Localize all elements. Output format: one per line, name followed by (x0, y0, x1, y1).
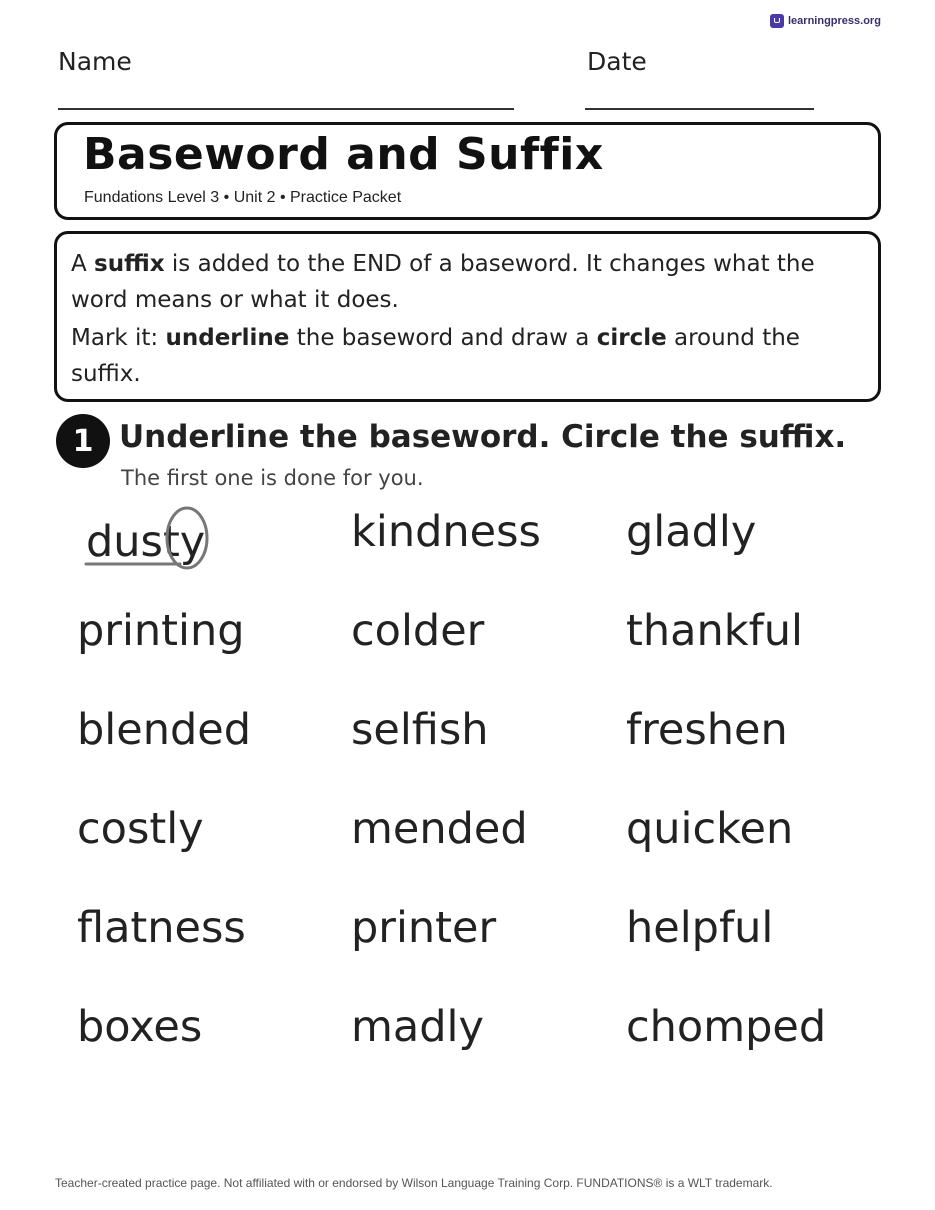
example-markings (80, 500, 220, 580)
word-boxes[interactable]: boxes (77, 1002, 203, 1052)
section-note: The first one is done for you. (121, 466, 424, 490)
suffix-term: suffix (94, 251, 165, 277)
name-label: Name (58, 47, 132, 76)
word-printing[interactable]: printing (77, 606, 245, 656)
word-dusty[interactable]: dusty (86, 517, 206, 567)
name-line (58, 108, 514, 110)
word-thankful[interactable]: thankful (626, 606, 803, 656)
word-kindness[interactable]: kindness (351, 507, 541, 557)
brand-logo (770, 13, 881, 29)
word-printer[interactable]: printer (351, 903, 497, 953)
title-box (54, 122, 881, 220)
section-number-badge: 1 (56, 414, 110, 468)
underline-term: underline (165, 325, 290, 351)
word-colder[interactable]: colder (351, 606, 485, 656)
page-title: Baseword and Suffix (83, 129, 604, 180)
word-mended[interactable]: mended (351, 804, 528, 854)
word-chomped[interactable]: chomped (626, 1002, 827, 1052)
word-quicken[interactable]: quicken (626, 804, 794, 854)
date-label: Date (587, 47, 647, 76)
word-helpful[interactable]: helpful (626, 903, 774, 953)
word-madly[interactable]: madly (351, 1002, 484, 1052)
info-box (54, 231, 881, 402)
footer-disclaimer: Teacher-created practice page. Not affiliated with or endorsed by Wilson Language Training Corp. FUNDATIONS® is a WLT trademark. (55, 1176, 773, 1190)
word-costly[interactable]: costly (77, 804, 204, 854)
notebook-icon (770, 14, 784, 28)
info-line-2: Mark it: underline the baseword and draw a circle around the suffix. (71, 325, 800, 387)
word-freshen[interactable]: freshen (626, 705, 788, 755)
date-line (585, 108, 814, 110)
brand-name: learningpress.org (788, 15, 881, 27)
page-subtitle: Fundations Level 3 • Unit 2 • Practice Packet (84, 189, 402, 206)
suffix-circle (167, 508, 207, 568)
word-flatness[interactable]: flatness (77, 903, 246, 953)
word-selfish[interactable]: selfish (351, 705, 489, 755)
word-blended[interactable]: blended (77, 705, 251, 755)
circle-term: circle (596, 325, 667, 351)
info-line-1: A suffix is added to the END of a baseword. It changes what the word means or what it does. (71, 251, 815, 313)
word-gladly[interactable]: gladly (626, 507, 757, 557)
section-instruction: Underline the baseword. Circle the suffix. (119, 419, 847, 455)
